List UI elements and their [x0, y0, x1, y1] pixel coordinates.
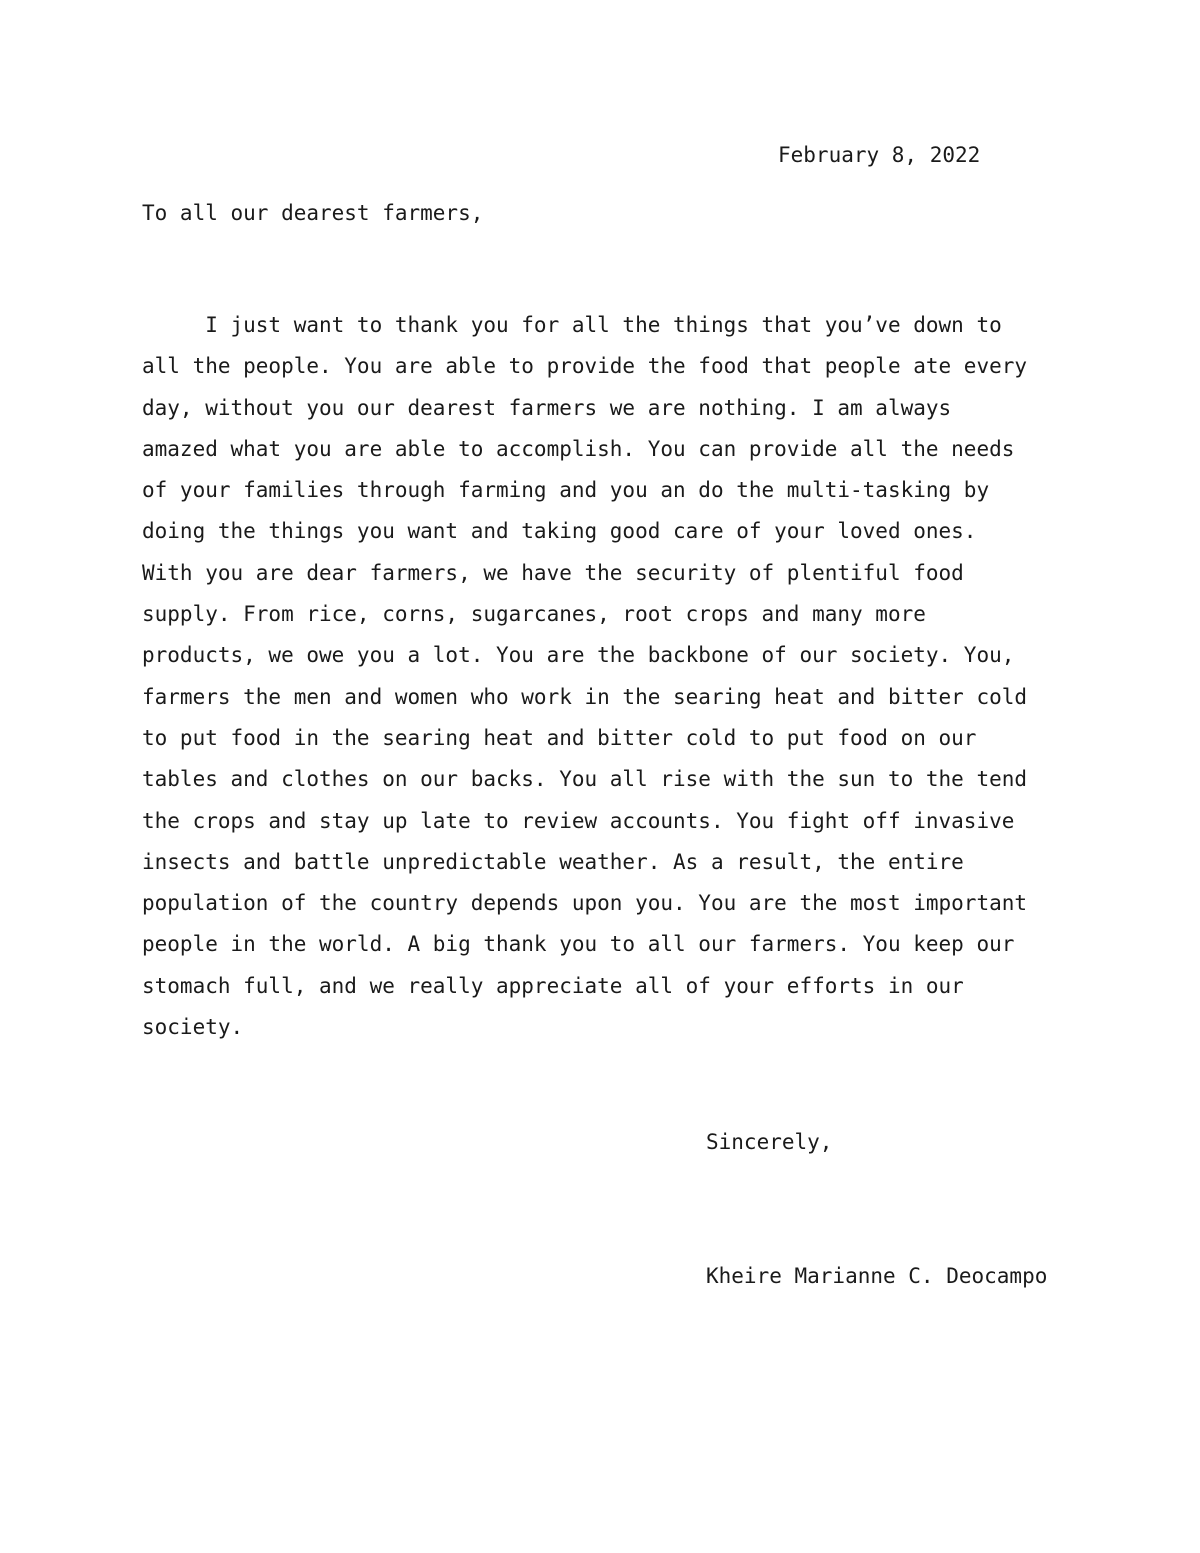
letter-closing: Sincerely,	[706, 1130, 833, 1154]
body-line: the crops and stay up late to review accounts. You fight off invasive	[142, 808, 1015, 833]
body-line: day, without you our dearest farmers we are nothing. I am always	[142, 395, 952, 420]
body-line: supply. From rice, corns, sugarcanes, root crops and many more	[142, 602, 926, 627]
letter-salutation: To all our dearest farmers,	[142, 201, 484, 225]
body-line: people in the world. A big thank you to all our farmers. You keep our	[142, 932, 1015, 957]
body-line: population of the country depends upon you. You are the most important	[142, 891, 1028, 916]
body-line: to put food in the searing heat and bitter cold to put food on our	[142, 725, 977, 750]
body-line: insects and battle unpredictable weather. As a result, the entire	[142, 849, 964, 874]
letter-date: February 8, 2022	[778, 143, 981, 167]
body-line: society.	[142, 1015, 244, 1040]
body-line: With you are dear farmers, we have the security of plentiful food	[142, 560, 964, 585]
body-line: farmers the men and women who work in the searing heat and bitter cold	[142, 684, 1028, 709]
body-line: all the people. You are able to provide the food that people ate every	[142, 354, 1028, 379]
signature-name: Kheire Marianne C. Deocampo	[706, 1264, 1048, 1288]
body-line: of your families through farming and you an do the multi-tasking by	[142, 478, 990, 503]
letter-body	[142, 311, 1142, 1054]
body-line: stomach full, and we really appreciate all of your efforts in our	[142, 973, 964, 998]
body-line: products, we owe you a lot. You are the backbone of our society. You,	[142, 643, 1015, 668]
body-line: doing the things you want and taking good care of your loved ones.	[142, 519, 977, 544]
body-line: tables and clothes on our backs. You all rise with the sun to the tend	[142, 767, 1028, 792]
body-line: amazed what you are able to accomplish. You can provide all the needs	[142, 436, 1015, 461]
body-line: I just want to thank you for all the things that you’ve down to	[142, 313, 1002, 337]
